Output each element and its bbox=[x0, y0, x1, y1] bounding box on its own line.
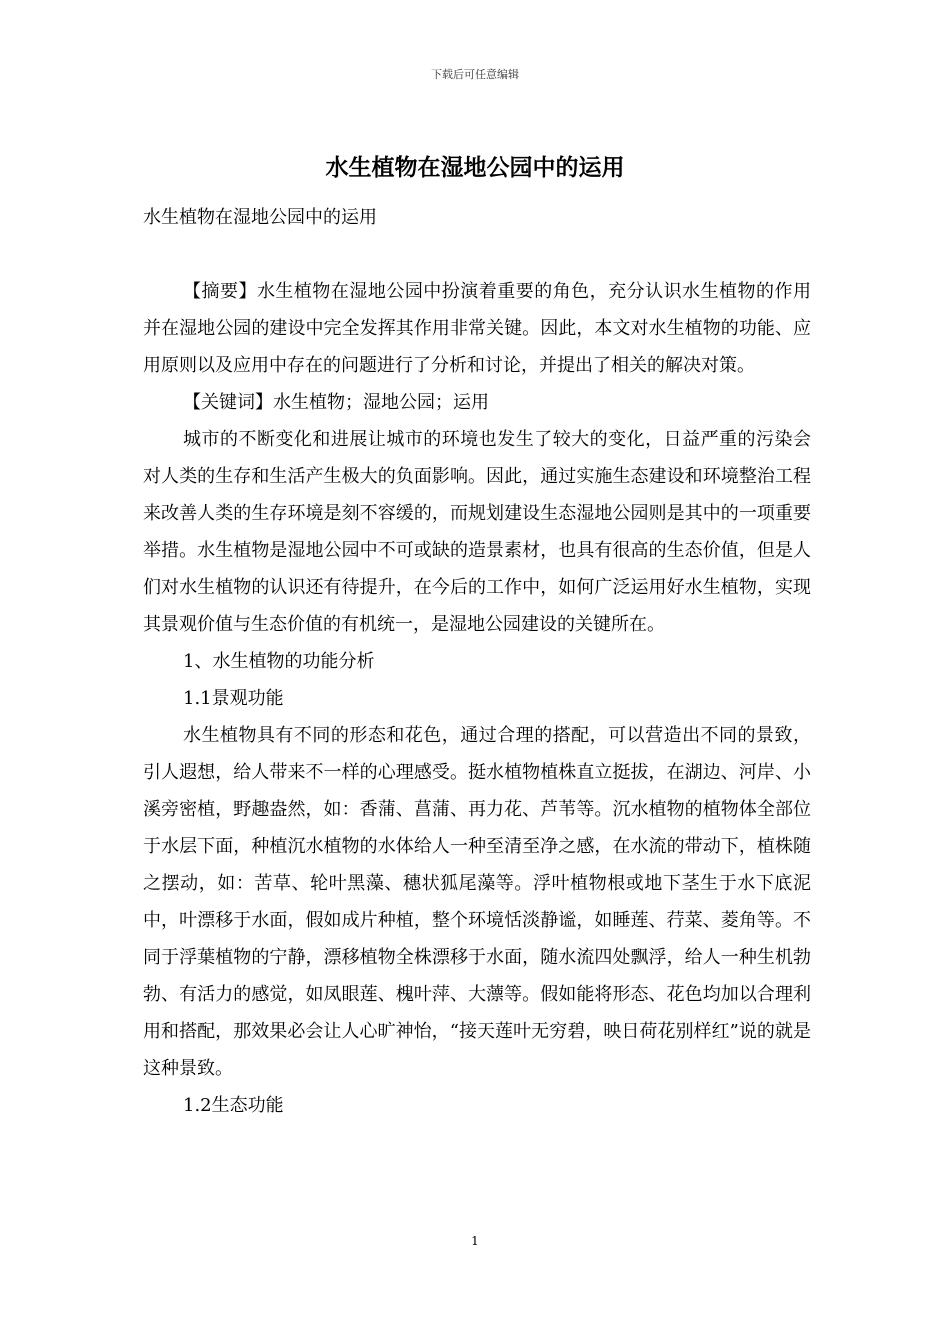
landscape-function-paragraph: 水生植物具有不同的形态和花色，通过合理的搭配，可以营造出不同的景致，引人遐想，给人带来不一样的心理感受。挺水植物植株直立挺拔，在湖边、河岸、小溪旁密植，野趣盎然，如：香蒲、菖蒲、再力花、芦苇等。沉水植物的植物体全部位于水层下面，种植沉水植物的水体给人一种至清至净之感，在水流的带动下，植株随之摆动，如：苦草、轮叶黑藻、穗状狐尾藻等。浮叶植物根或地下茎生于水下底泥中，叶漂移于水面，假如成片种植，整个环境恬淡静谧，如睡莲、荇菜、菱角等。不同于浮葉植物的宁静，漂移植物全株漂移于水面，随水流四处飘浮，给人一种生机勃勃、有活力的感觉，如凤眼莲、槐叶萍、大薸等。假如能将形态、花色均加以合理利用和搭配，那效果必会让人心旷神怡，“接天莲叶无穷碧，映日荷花别样红”说的就是这种景致。 bbox=[143, 725, 811, 1079]
document-title: 水生植物在湿地公园中的运用 bbox=[325, 155, 625, 181]
page-number: 1 bbox=[471, 1234, 479, 1248]
intro-paragraph: 城市的不断变化和进展让城市的环境也发生了较大的变化，日益严重的污染会对人类的生存和生活产生极大的负面影响。因此，通过实施生态建设和环境整治工程来改善人类的生存环境是刻不容缓的，而规划建设生态湿地公园则是其中的一项重要举措。水生植物是湿地公园中不可或缺的造景素材，也具有很高的生态价值，但是人们对水生植物的认识还有待提升，在今后的工作中，如何广泛运用好水生植物，实现其景观价值与生态价值的有机统一，是湿地公园建设的关键所在。 bbox=[143, 429, 811, 635]
subsection-heading-1-1: 1.1景观功能 bbox=[183, 688, 284, 709]
abstract-paragraph: 【摘要】水生植物在湿地公园中扮演着重要的角色，充分认识水生植物的作用并在湿地公园的建设中完全发挥其作用非常关键。因此，本文对水生植物的功能、应用原则以及应用中存在的问题进行了分析和讨论，并提出了相关的解决对策。 bbox=[143, 281, 811, 376]
document-subtitle: 水生植物在湿地公园中的运用 bbox=[143, 207, 377, 228]
document-body bbox=[143, 199, 811, 1124]
subsection-heading-1-2: 1.2生态功能 bbox=[183, 1095, 284, 1116]
header-note: 下载后可任意编辑 bbox=[431, 68, 519, 81]
keywords-paragraph: 【关键词】水生植物；湿地公园；运用 bbox=[183, 392, 489, 413]
section-heading-1: 1、水生植物的功能分析 bbox=[183, 651, 375, 672]
blank-line bbox=[143, 236, 811, 273]
